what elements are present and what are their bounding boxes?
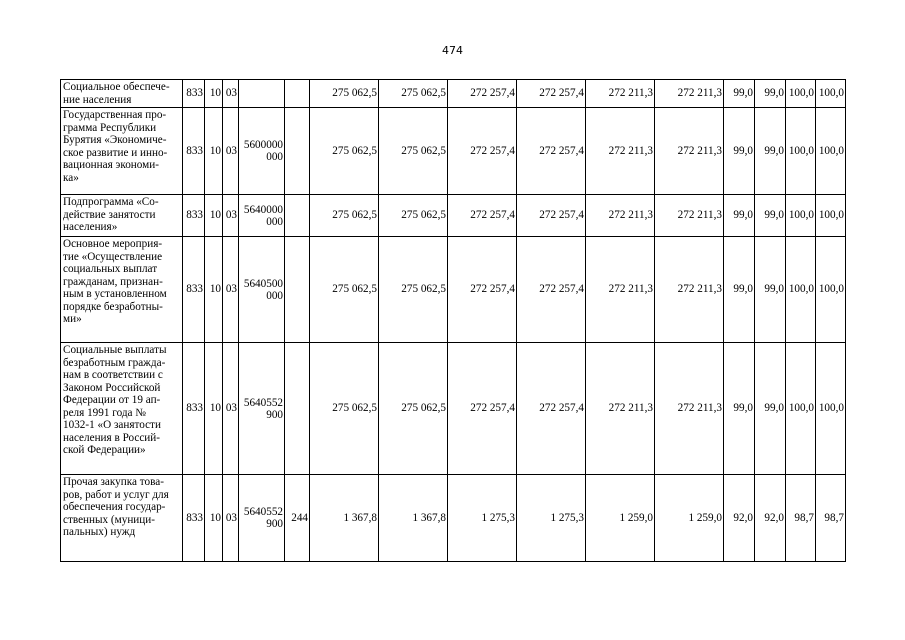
- row-name-cell: Прочая закупка това- ров, работ и услуг для обеспечения государ- ственных (муници- пальных) нужд: [61, 475, 183, 562]
- value-cell: 272 257,4: [517, 195, 586, 237]
- row-name-cell: Социальные выплаты безработным гражда- нам в соответствии с Законом Российской Федерации от 19 ап- реля 1991 года № 1032-1 «О занятости населения в Россий- ской Федерации»: [61, 343, 183, 475]
- target-article-cell: 5600000 000: [239, 108, 285, 195]
- value-cell: 100,0: [786, 80, 816, 108]
- value-cell: 98,7: [816, 475, 846, 562]
- expense-type-cell: 244: [285, 475, 310, 562]
- section-code-cell: 10: [205, 475, 223, 562]
- page-number: 474: [442, 44, 463, 57]
- subsection-code-cell: 03: [223, 80, 239, 108]
- value-cell: 99,0: [755, 108, 786, 195]
- value-cell: 275 062,5: [379, 343, 448, 475]
- value-cell: 272 257,4: [517, 237, 586, 343]
- table-row: [61, 195, 846, 237]
- value-cell: 100,0: [816, 108, 846, 195]
- value-cell: 275 062,5: [310, 237, 379, 343]
- subsection-code-cell: 03: [223, 475, 239, 562]
- value-cell: 1 259,0: [586, 475, 655, 562]
- value-cell: 1 275,3: [448, 475, 517, 562]
- row-name-cell: Основное мероприя- тие «Осуществление социальных выплат гражданам, признан- ным в установленном порядке безработны- ми»: [61, 237, 183, 343]
- value-cell: 275 062,5: [379, 237, 448, 343]
- value-cell: 98,7: [786, 475, 816, 562]
- table-row: [61, 237, 846, 343]
- ved-code-cell: 833: [183, 80, 205, 108]
- value-cell: 100,0: [786, 195, 816, 237]
- ved-code-cell: 833: [183, 237, 205, 343]
- section-code-cell: 10: [205, 80, 223, 108]
- row-name-cell: Государственная про- грамма Республики Бурятия «Экономиче- ское развитие и инно- вационная экономи- ка»: [61, 108, 183, 195]
- value-cell: 272 211,3: [655, 80, 724, 108]
- ved-code-cell: 833: [183, 475, 205, 562]
- value-cell: 272 257,4: [517, 108, 586, 195]
- value-cell: 1 259,0: [655, 475, 724, 562]
- section-code-cell: 10: [205, 108, 223, 195]
- value-cell: 272 211,3: [586, 343, 655, 475]
- value-cell: 272 211,3: [655, 195, 724, 237]
- section-code-cell: 10: [205, 343, 223, 475]
- table-row: [61, 343, 846, 475]
- value-cell: 1 275,3: [517, 475, 586, 562]
- target-article-cell: 5640552 900: [239, 343, 285, 475]
- expense-type-cell: [285, 343, 310, 475]
- target-article-cell: 5640500 000: [239, 237, 285, 343]
- subsection-code-cell: 03: [223, 237, 239, 343]
- subsection-code-cell: 03: [223, 108, 239, 195]
- section-code-cell: 10: [205, 195, 223, 237]
- value-cell: 272 211,3: [586, 237, 655, 343]
- value-cell: 275 062,5: [379, 195, 448, 237]
- table-row: [61, 475, 846, 562]
- value-cell: 272 211,3: [655, 343, 724, 475]
- expense-type-cell: [285, 80, 310, 108]
- value-cell: 92,0: [724, 475, 755, 562]
- value-cell: 275 062,5: [379, 80, 448, 108]
- value-cell: 272 211,3: [586, 195, 655, 237]
- value-cell: 275 062,5: [310, 195, 379, 237]
- value-cell: 100,0: [786, 237, 816, 343]
- budget-table: [60, 79, 846, 562]
- value-cell: 272 257,4: [448, 80, 517, 108]
- value-cell: 275 062,5: [379, 108, 448, 195]
- value-cell: 100,0: [816, 195, 846, 237]
- value-cell: 100,0: [816, 80, 846, 108]
- value-cell: 272 257,4: [448, 343, 517, 475]
- value-cell: 100,0: [786, 108, 816, 195]
- value-cell: 100,0: [786, 343, 816, 475]
- value-cell: 1 367,8: [379, 475, 448, 562]
- target-article-cell: 5640552 900: [239, 475, 285, 562]
- ved-code-cell: 833: [183, 343, 205, 475]
- target-article-cell: 5640000 000: [239, 195, 285, 237]
- table-row: [61, 108, 846, 195]
- subsection-code-cell: 03: [223, 343, 239, 475]
- value-cell: 272 211,3: [655, 237, 724, 343]
- expense-type-cell: [285, 108, 310, 195]
- value-cell: 1 367,8: [310, 475, 379, 562]
- expense-type-cell: [285, 195, 310, 237]
- value-cell: 272 211,3: [655, 108, 724, 195]
- value-cell: 99,0: [755, 343, 786, 475]
- section-code-cell: 10: [205, 237, 223, 343]
- value-cell: 272 257,4: [448, 237, 517, 343]
- table-row: [61, 80, 846, 108]
- value-cell: 100,0: [816, 343, 846, 475]
- target-article-cell: [239, 80, 285, 108]
- value-cell: 99,0: [724, 343, 755, 475]
- value-cell: 272 257,4: [517, 343, 586, 475]
- value-cell: 272 257,4: [517, 80, 586, 108]
- value-cell: 99,0: [724, 108, 755, 195]
- value-cell: 99,0: [755, 80, 786, 108]
- value-cell: 99,0: [755, 237, 786, 343]
- row-name-cell: Подпрограмма «Со- действие занятости населения»: [61, 195, 183, 237]
- table-body: [61, 80, 846, 562]
- subsection-code-cell: 03: [223, 195, 239, 237]
- ved-code-cell: 833: [183, 108, 205, 195]
- value-cell: 100,0: [816, 237, 846, 343]
- value-cell: 275 062,5: [310, 343, 379, 475]
- value-cell: 99,0: [724, 237, 755, 343]
- value-cell: 99,0: [755, 195, 786, 237]
- row-name-cell: Социальное обеспече- ние населения: [61, 80, 183, 108]
- value-cell: 275 062,5: [310, 80, 379, 108]
- expense-type-cell: [285, 237, 310, 343]
- value-cell: 272 211,3: [586, 80, 655, 108]
- value-cell: 99,0: [724, 80, 755, 108]
- value-cell: 272 257,4: [448, 108, 517, 195]
- value-cell: 272 257,4: [448, 195, 517, 237]
- value-cell: 272 211,3: [586, 108, 655, 195]
- ved-code-cell: 833: [183, 195, 205, 237]
- value-cell: 99,0: [724, 195, 755, 237]
- value-cell: 275 062,5: [310, 108, 379, 195]
- value-cell: 92,0: [755, 475, 786, 562]
